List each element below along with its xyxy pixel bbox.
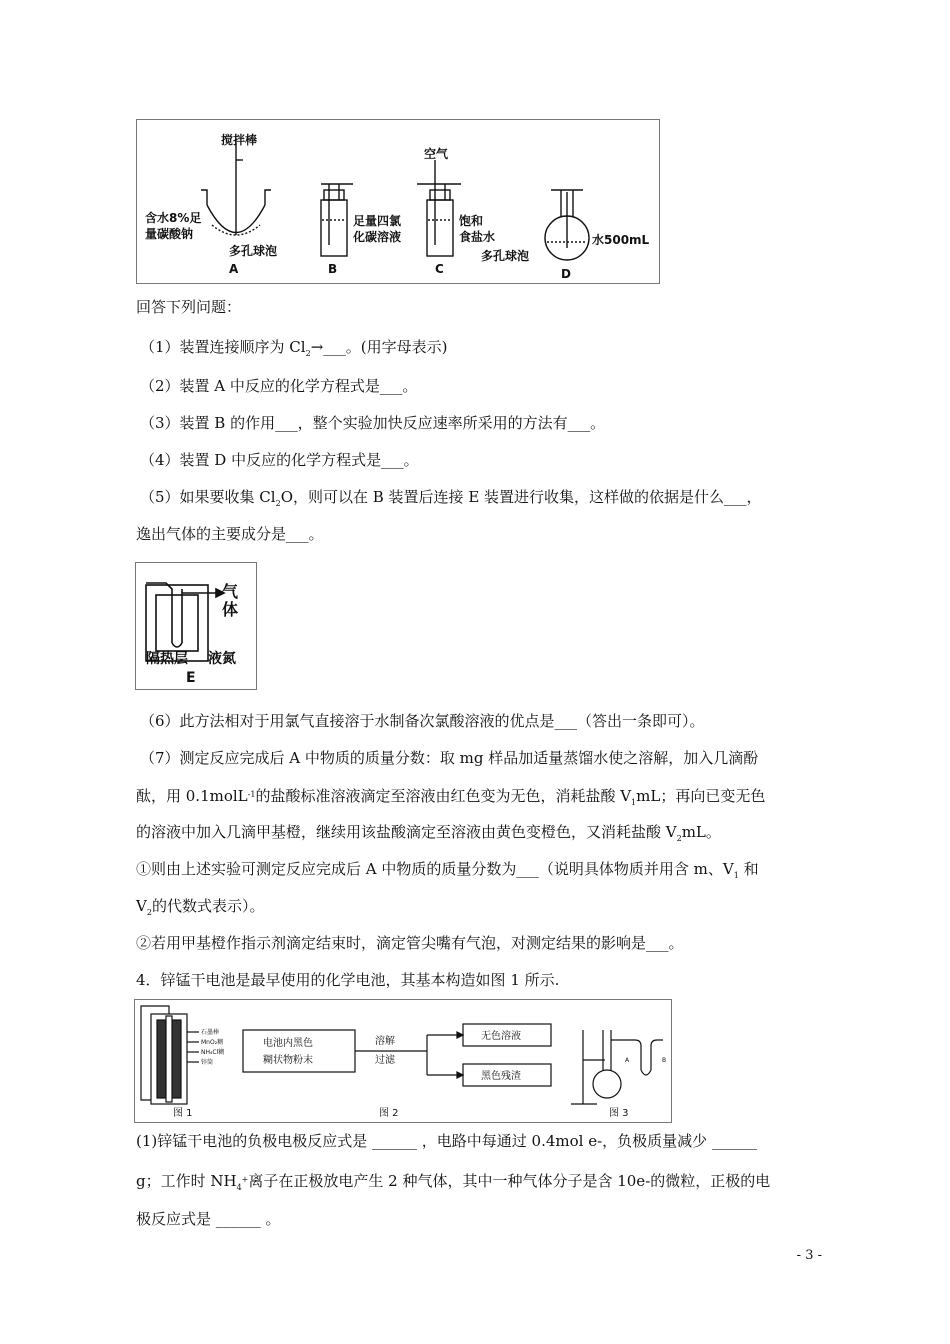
question-1: （1）装置连接顺序为 $Cl_2\to\_\_\_$。(用字母表示) xyxy=(140,338,448,358)
label-a: A xyxy=(229,262,239,276)
question-3: （3）装置 B 的作用___，整个实验加快反应速率所采用的方法有___。 xyxy=(140,414,606,432)
apparatus-a xyxy=(201,138,271,235)
legend-nh4cl: NH₄Cl糊 xyxy=(201,1049,225,1056)
apparatus-d xyxy=(545,190,589,260)
gas-apparatus xyxy=(571,1030,663,1104)
question-7-line2: 酞，用 0.1molL$^{-1}$的盐酸标准溶液滴定至溶液由红色变为无色，消耗盐酸 $V_1mL$；再向已变无色 xyxy=(136,787,766,807)
water-label: 水500mL xyxy=(592,233,650,247)
filter-label: 过滤 xyxy=(375,1055,395,1066)
apparatus-c xyxy=(417,160,461,256)
powder-label-2: 糊状物粉末 xyxy=(263,1055,313,1066)
liquid-nitrogen-label: 液氮 xyxy=(208,651,236,667)
battery-diagram xyxy=(141,1006,199,1104)
question-6: （6）此方法相对于用氯气直接溶于水制备次氯酸溶液的优点是___（答出一条即可）。 xyxy=(140,712,705,730)
gas-label-2: 体 xyxy=(222,600,239,619)
problem-4-part1-line2: g；工作时 $NH_4^+$离子在正极放电产生 2 种气体，其中一种气体分子是含 10e-的微粒，正极的电 xyxy=(136,1172,771,1192)
intro-text: 回答下列问题： xyxy=(136,298,242,316)
legend-graphite: 石墨棒 xyxy=(201,1029,220,1036)
powder-label-1: 电池内黑色 xyxy=(263,1038,313,1049)
question-4: （4）装置 D 中反应的化学方程式是___。 xyxy=(140,451,419,469)
problem-4-part1-line1: (1)锌锰干电池的负极电极反应式是 ______ ，电路中每通过 0.4mol e-，负极质量减少 ______ xyxy=(136,1132,757,1150)
c-content-label-1: 饱和 xyxy=(459,214,484,228)
caption-fig3: 图 3 xyxy=(609,1108,629,1119)
question-5-line1: （5）如果要收集 $Cl_2O$，则可以在 B 装置后连接 E 装置进行收集，这样做的依据是什么___， xyxy=(140,488,762,508)
question-5-line2: 逸出气体的主要成分是___。 xyxy=(136,525,324,543)
a-content-label-1: 含水8%足 xyxy=(145,211,202,225)
question-7-sub1: ①则由上述实验可测定反应完成后 A 中物质的质量分数为___（说明具体物质并用含 m、$V_1$ 和 xyxy=(136,860,759,880)
apparatus-drawing xyxy=(137,120,659,283)
label-d: D xyxy=(561,267,571,281)
insulation-label: 隔热层 xyxy=(146,651,188,667)
label-b: B xyxy=(328,262,338,276)
caption-fig1: 图 1 xyxy=(173,1108,193,1119)
black-residue-label: 黑色残渣 xyxy=(481,1071,521,1082)
label-a-fig3: A xyxy=(625,1057,630,1064)
gas-label-1: 气 xyxy=(222,582,239,601)
dissolve-label: 溶解 xyxy=(375,1036,395,1047)
question-7-sub2: ②若用甲基橙作指示剂滴定结束时，滴定管尖嘴有气泡，对测定结果的影响是___。 xyxy=(136,934,684,952)
question-7-sub1-line2: $V_2$的代数式表示）。 xyxy=(136,897,265,917)
b-content-label-2: 化碳溶液 xyxy=(353,230,402,244)
colorless-solution-label: 无色溶液 xyxy=(481,1031,521,1042)
label-c: C xyxy=(435,262,444,276)
apparatus-b xyxy=(321,184,353,256)
a-content-label-2: 量碳酸钠 xyxy=(145,227,194,241)
battery-drawing xyxy=(135,1000,671,1122)
problem-4-part1-line3: 极反应式是 ______ 。 xyxy=(136,1210,281,1228)
caption-fig2: 图 2 xyxy=(379,1108,399,1119)
stir-rod-label: 搅拌棒 xyxy=(221,133,258,147)
b-content-label-1: 足量四氯 xyxy=(353,214,402,228)
apparatus-e-drawing xyxy=(136,563,256,689)
label-e: E xyxy=(186,670,196,686)
page-number: - 3 - xyxy=(796,1248,822,1263)
apparatus-figure xyxy=(136,119,660,284)
c-content-label-2: 食盐水 xyxy=(459,230,496,244)
porous-bulb-label-d: 多孔球泡 xyxy=(481,249,530,263)
legend-mno2: MnO₂糊 xyxy=(201,1039,224,1046)
porous-bulb-label-a: 多孔球泡 xyxy=(229,244,278,258)
air-label: 空气 xyxy=(424,147,449,161)
question-7-line1: （7）测定反应完成后 A 中物质的质量分数：取 mg 样品加适量蒸馏水使之溶解，加入几滴酚 xyxy=(140,749,759,767)
battery-figure xyxy=(134,999,672,1123)
question-7-line3: 的溶液中加入几滴甲基橙，继续用该盐酸滴定至溶液由黄色变橙色，又消耗盐酸 $V_2mL$。 xyxy=(136,823,721,843)
legend-zinc: 锌筒 xyxy=(201,1059,214,1066)
problem-4-stem: 4．锌锰干电池是最早使用的化学电池，其基本构造如图 1 所示. xyxy=(136,971,560,989)
apparatus-e-figure xyxy=(135,562,257,690)
label-b-fig3: B xyxy=(662,1057,667,1064)
question-2: （2）装置 A 中反应的化学方程式是___。 xyxy=(140,377,418,395)
